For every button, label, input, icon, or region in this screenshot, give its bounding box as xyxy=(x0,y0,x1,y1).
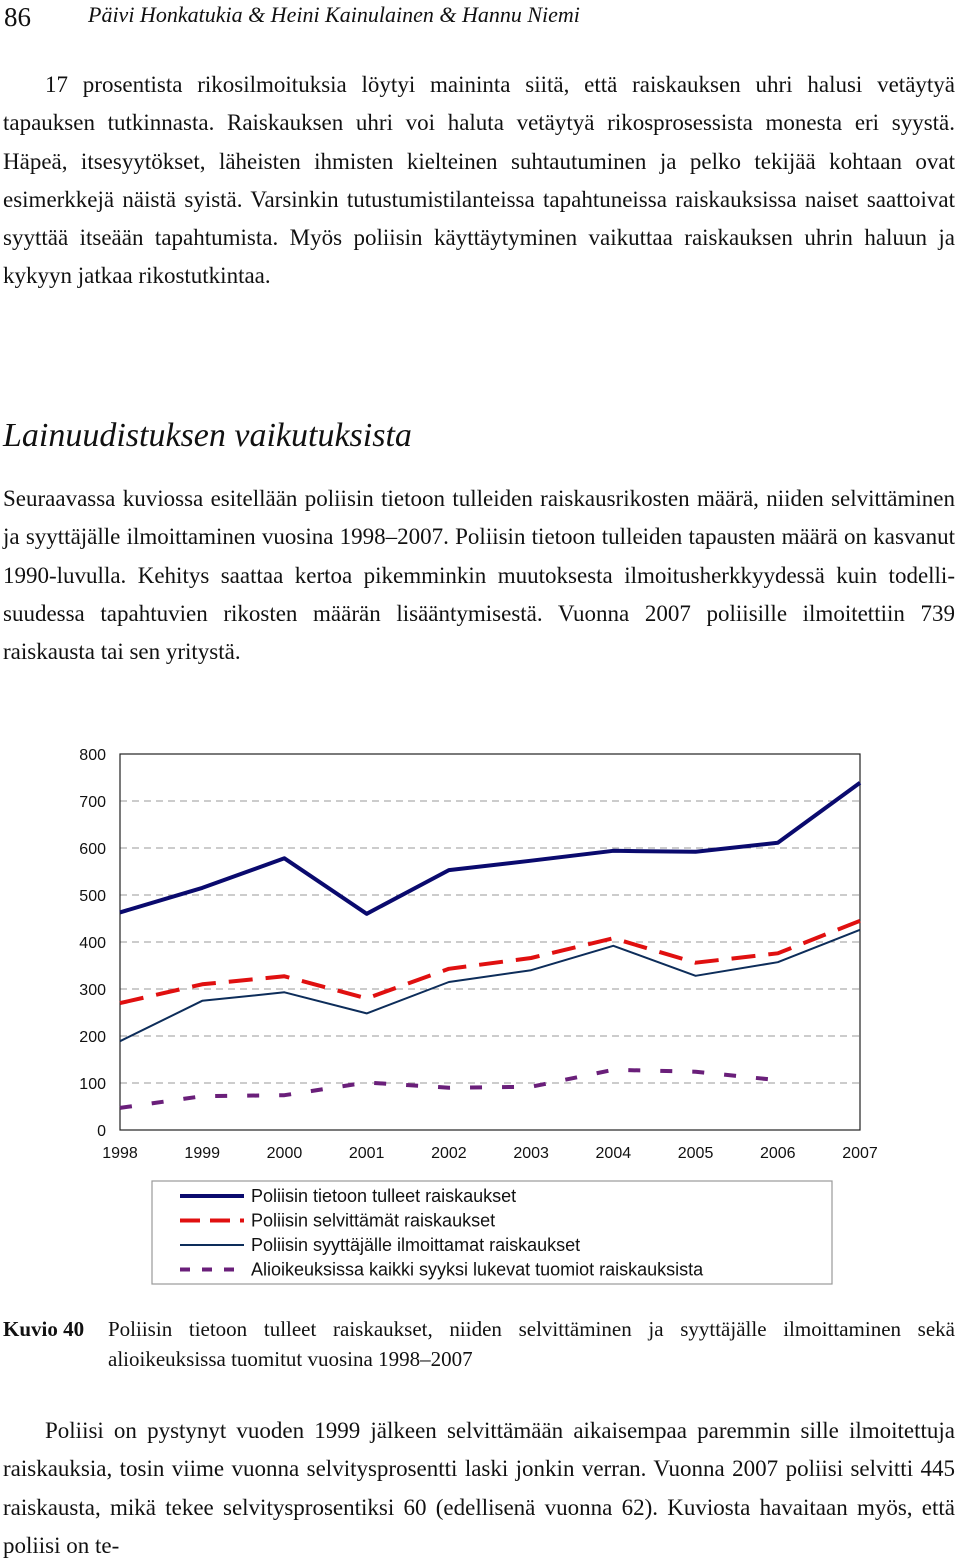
x-tick-label-1999: 1999 xyxy=(184,1145,221,1162)
x-axis-ticks xyxy=(102,1145,878,1162)
y-tick-label-700: 700 xyxy=(79,794,106,811)
legend-label-2: Poliisin selvittämät raiskaukset xyxy=(251,1210,496,1231)
caption-text: Poliisin tietoon tulleet raiskaukset, niiden selvittäminen ja syyttäjälle ilmoittaminen sekä alioikeuksissa tuomitut vuosina 1998–2007 xyxy=(108,1317,955,1371)
x-tick-label-2007: 2007 xyxy=(842,1145,878,1162)
page-number: 86 xyxy=(4,2,31,32)
y-tick-label-600: 600 xyxy=(79,841,106,858)
x-tick-label-2005: 2005 xyxy=(677,1145,714,1162)
series-line-3 xyxy=(120,930,860,1041)
line-chart xyxy=(0,735,960,1295)
y-tick-label-400: 400 xyxy=(79,935,106,952)
x-tick-label-1998: 1998 xyxy=(102,1145,138,1162)
legend-label-4: Alioikeuksissa kaikki syyksi lukevat tuomiot raiskauksista xyxy=(251,1259,704,1280)
figure-caption xyxy=(3,1314,955,1374)
y-tick-label-0: 0 xyxy=(97,1123,106,1140)
series-line-2 xyxy=(120,921,860,1003)
series-line-4 xyxy=(120,1070,778,1108)
y-tick-label-800: 800 xyxy=(79,747,106,764)
caption-label: Kuvio 40 xyxy=(3,1317,85,1341)
chart-gridlines xyxy=(120,801,860,1083)
running-head: Päivi Honkatukia & Heini Kainulainen & Hannu Niemi xyxy=(88,2,580,27)
x-tick-label-2006: 2006 xyxy=(759,1145,796,1162)
y-tick-label-300: 300 xyxy=(79,982,106,999)
x-tick-label-2000: 2000 xyxy=(266,1145,303,1162)
legend-label-3: Poliisin syyttäjälle ilmoittamat raiskaukset xyxy=(251,1235,581,1255)
x-tick-label-2002: 2002 xyxy=(431,1145,467,1162)
legend-label-1: Poliisin tietoon tulleet raiskaukset xyxy=(251,1186,517,1206)
section-intro-paragraph: Seuraavassa kuviossa esitellään poliisin tietoon tulleiden raiskausrikosten määrä, niiden selvittäminen ja syyttäjälle ilmoittaminen vuosina 1998–2007. Poliisin tietoon tulleiden tapausten määrä on kasvanut 1990-luvulla. Kehitys saattaa kertoa pikemminkin muutoksesta ilmoitusherkkyydessä kuin todellisuudessa tapahtuvien rikosten määrän lisääntymisestä. Vuonna 2007 poliisille ilmoitettiin 739 raiskausta tai sen yritystä. xyxy=(3,486,955,665)
chart-series xyxy=(120,783,860,1108)
x-tick-label-2001: 2001 xyxy=(348,1145,385,1162)
section-heading: Lainuudistuksen vaikutuksista xyxy=(3,417,412,454)
x-tick-label-2003: 2003 xyxy=(513,1145,549,1162)
y-tick-label-100: 100 xyxy=(79,1076,106,1093)
intro-paragraph: 17 prosentista rikosilmoituksia löytyi maininta siitä, että raiskauksen uhri halusi vetäytyä tapauksen tutkinnasta. Raiskauksen uhri voi haluta vetäytyä rikosprosessista monesta eri syystä. Häpeä, itsesyytökset, läheisten ihmisten kielteinen suhtautuminen ja pelko tekijää kohtaan ovat esimerkkejä näistä syistä. Varsinkin tutustumistilanteissa tapahtuneissa raiskauksissa naiset saattoivat syyttää itseään tapahtumista. Myös poliisin käyttäytyminen vaikuttaa raiskauksen uhrin haluun ja kykyyn jatkaa rikostutkintaa. xyxy=(3,72,955,289)
x-tick-label-2004: 2004 xyxy=(595,1145,632,1162)
after-figure-paragraph: Poliisi on pystynyt vuoden 1999 jälkeen selvittämään aikaisempaa paremmin sille ilmoitettuja raiskauksia, tosin viime vuonna selvitysprosentti laski jonkin verran. Vuonna 2007 poliisi selvitti 445 raiskausta, mikä tekee selvitysprosentiksi 60 (edellisenä vuonna 62). Kuviosta havaitaan myös, että poliisi on te- xyxy=(3,1418,955,1558)
chart-legend xyxy=(152,1181,832,1284)
y-tick-label-200: 200 xyxy=(79,1029,106,1046)
y-axis-ticks xyxy=(79,747,106,1140)
y-tick-label-500: 500 xyxy=(79,888,106,905)
